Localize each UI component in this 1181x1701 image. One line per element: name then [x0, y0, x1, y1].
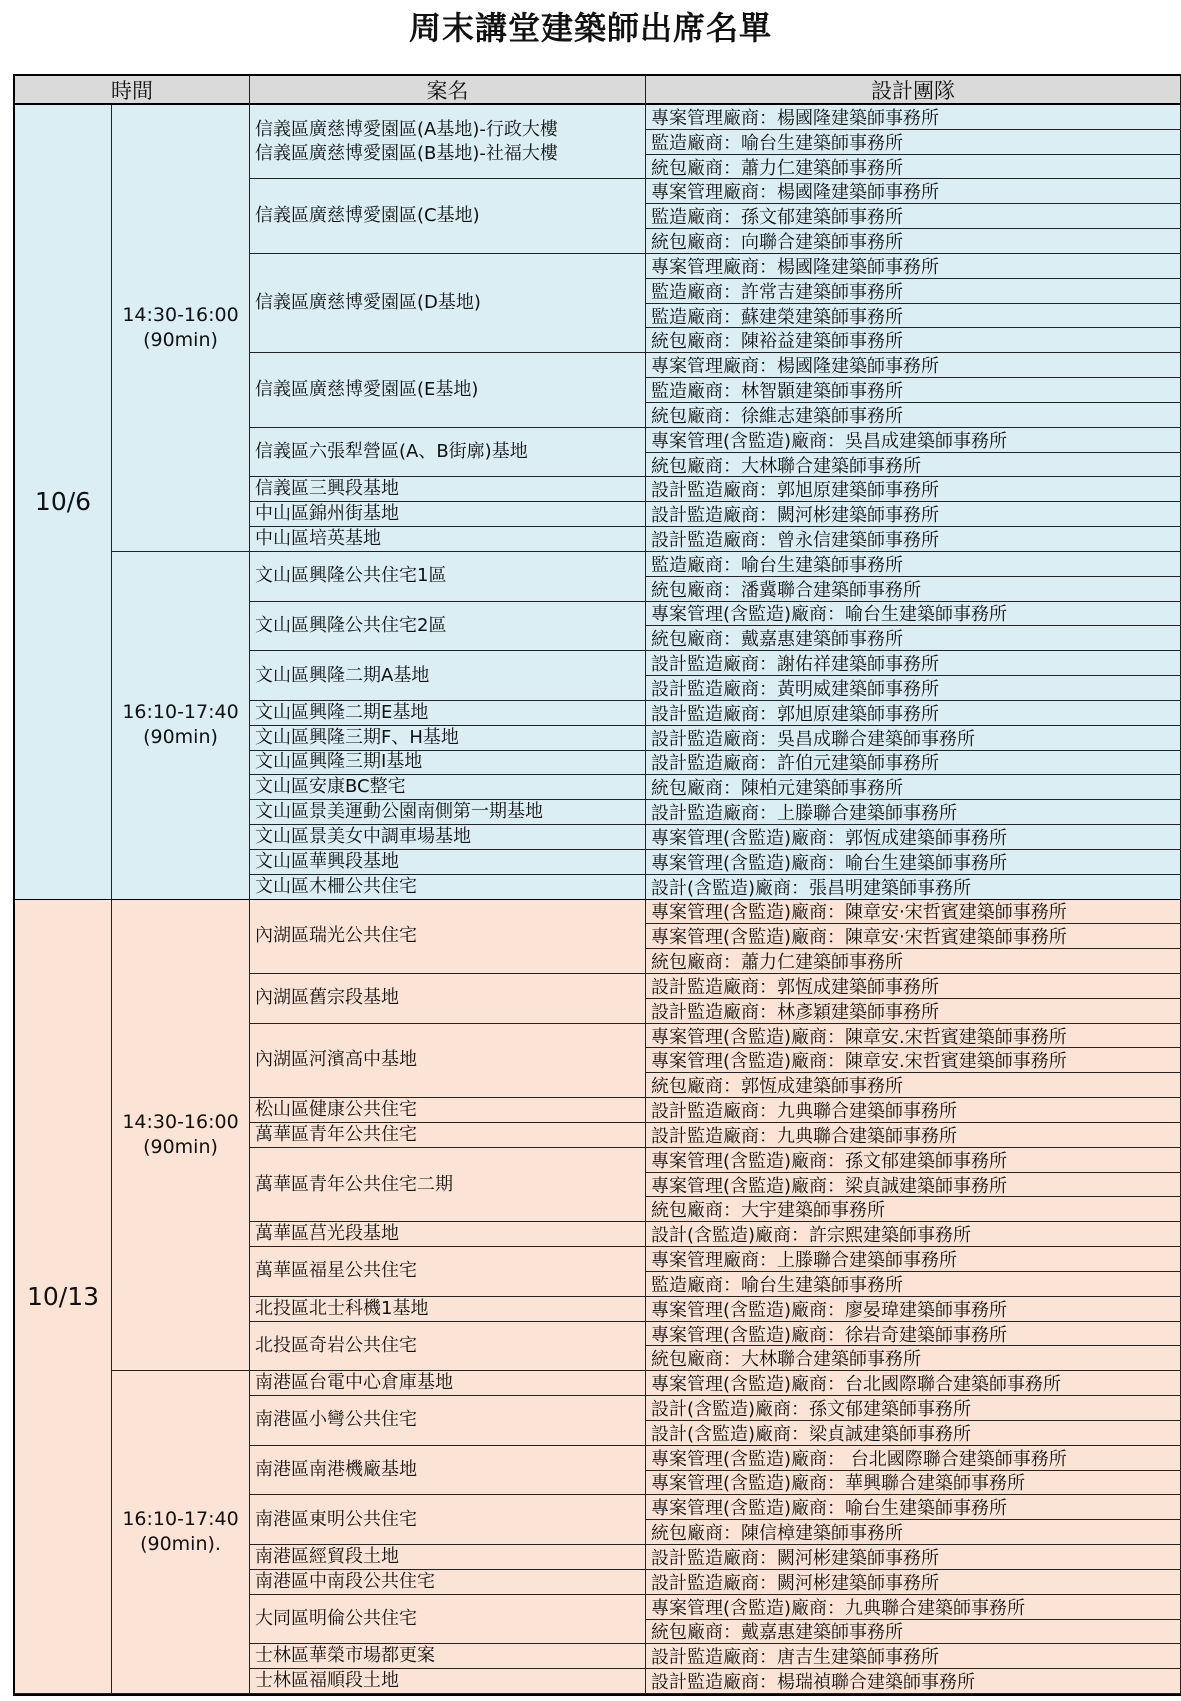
case-name-cell — [250, 527, 646, 552]
case-name-cell — [250, 1322, 646, 1372]
case-name-cell — [250, 1545, 646, 1570]
team-cell — [646, 1595, 1181, 1620]
session-time-cell — [112, 1371, 250, 1694]
case-name-cell — [250, 900, 646, 974]
team-cell — [646, 751, 1181, 776]
case-name: 文山區興隆二期A基地 — [255, 664, 430, 686]
case-name: 信義區廣慈博愛園區(A基地)-行政大樓 — [255, 118, 558, 140]
case-name: 文山區安康BC整宅 — [255, 776, 406, 798]
case-name-cell — [250, 502, 646, 527]
case-name-cell — [250, 1247, 646, 1297]
team-cell — [646, 179, 1181, 204]
team-cell — [646, 1446, 1181, 1471]
team-cell — [646, 850, 1181, 875]
team-cell — [646, 1073, 1181, 1098]
team-cell — [646, 676, 1181, 701]
team-text: 設計監造廠商：上滕聯合建築師事務所 — [651, 803, 957, 825]
team-cell — [646, 1297, 1181, 1322]
case-name-cell — [250, 850, 646, 875]
team-text: 統包廠商：大林聯合建築師事務所 — [651, 455, 921, 477]
case-name: 文山區興隆公共住宅2區 — [255, 614, 447, 636]
team-text: 設計監造廠商：許伯元建築師事務所 — [651, 753, 939, 775]
case-name: 南港區小彎公共住宅 — [255, 1409, 417, 1431]
team-text: 監造廠商：蘇建榮建築師事務所 — [651, 306, 903, 328]
case-name: 信義區六張犁營區(A、B街廓)基地 — [255, 441, 528, 463]
team-cell — [646, 949, 1181, 974]
team-cell — [646, 1048, 1181, 1073]
team-text: 設計(含監造)廠商：張昌明建築師事務所 — [651, 877, 972, 899]
team-text: 設計監造廠商：曾永信建築師事務所 — [651, 530, 939, 551]
team-text: 專案管理(含監造)廠商：陳章安.宋哲賓建築師事務所 — [651, 1026, 1067, 1048]
case-name-cell — [250, 775, 646, 800]
case-name-cell — [250, 477, 646, 502]
case-name: 南港區東明公共住宅 — [255, 1508, 417, 1530]
case-name: 萬華區莒光段基地 — [255, 1223, 399, 1245]
team-cell — [646, 1620, 1181, 1645]
team-cell — [646, 1520, 1181, 1545]
team-cell — [646, 527, 1181, 552]
team-text: 設計監造廠商：林彥穎建築師事務所 — [651, 1001, 939, 1023]
team-cell — [646, 726, 1181, 751]
case-name-cell — [250, 1495, 646, 1545]
session-duration: (90min). — [140, 1533, 221, 1556]
case-name-cell — [250, 1222, 646, 1247]
team-cell — [646, 328, 1181, 353]
team-cell — [646, 1570, 1181, 1595]
case-name: 中山區培英基地 — [255, 528, 381, 549]
case-name: 北投區北士科機1基地 — [255, 1297, 429, 1319]
team-cell — [646, 1495, 1181, 1520]
case-name: 文山區興隆公共住宅1區 — [255, 565, 447, 587]
case-name-cell — [250, 1644, 646, 1669]
case-name-cell — [250, 353, 646, 427]
case-name: 南港區南港機廠基地 — [255, 1459, 417, 1481]
team-text: 專案管理(含監造)廠商：九典聯合建築師事務所 — [651, 1597, 1026, 1619]
case-name: 文山區景美運動公園南側第一期基地 — [255, 801, 543, 823]
case-name: 文山區興隆三期F、H基地 — [255, 726, 459, 748]
session-time-cell — [112, 105, 250, 552]
team-text: 專案管理(含監造)廠商：徐岩奇建築師事務所 — [651, 1324, 1008, 1346]
team-cell — [646, 279, 1181, 304]
team-text: 統包廠商：大林聯合建築師事務所 — [651, 1349, 921, 1371]
team-cell — [646, 477, 1181, 502]
case-name: 士林區華榮市場都更案 — [255, 1645, 435, 1667]
team-text: 監造廠商：孫文郁建築師事務所 — [651, 207, 903, 229]
case-name: 萬華區青年公共住宅二期 — [255, 1173, 453, 1195]
team-cell — [646, 651, 1181, 676]
team-cell — [646, 775, 1181, 800]
page-title: 周末講堂建築師出席名單 — [408, 9, 772, 47]
case-name: 內湖區河濱高中基地 — [255, 1049, 417, 1071]
header-team: 設計團隊 — [646, 76, 1181, 105]
date-label: 10/13 — [26, 1281, 100, 1311]
case-name-cell — [250, 800, 646, 825]
team-text: 專案管理(含監造)廠商：華興聯合建築師事務所 — [651, 1473, 1026, 1495]
team-text: 統包廠商：徐維志建築師事務所 — [651, 405, 903, 427]
session-time: 14:30-16:00 — [122, 303, 239, 326]
case-name-cell — [250, 254, 646, 353]
case-name-cell — [250, 1024, 646, 1098]
team-text: 專案管理廠商：上滕聯合建築師事務所 — [651, 1250, 957, 1272]
case-name-cell — [250, 1595, 646, 1645]
team-text: 專案管理(含監造)廠商：吳昌成建築師事務所 — [651, 430, 1008, 452]
team-text: 專案管理(含監造)廠商：梁貞誠建築師事務所 — [651, 1175, 1008, 1197]
team-cell — [646, 428, 1181, 453]
session-time-cell — [112, 900, 250, 1372]
team-cell — [646, 1396, 1181, 1421]
case-name: 文山區木柵公共住宅 — [255, 875, 417, 897]
team-text: 設計監造廠商：九典聯合建築師事務所 — [651, 1101, 957, 1123]
date-cell — [15, 900, 112, 1695]
team-cell — [646, 1173, 1181, 1198]
case-name: 信義區廣慈博愛園區(D基地) — [255, 292, 481, 314]
team-cell — [646, 875, 1181, 900]
date-cell — [15, 105, 112, 900]
team-cell — [646, 924, 1181, 949]
case-name: 文山區興隆三期I基地 — [255, 751, 423, 773]
team-cell — [646, 1272, 1181, 1297]
team-text: 統包廠商：戴嘉惠建築師事務所 — [651, 1622, 903, 1644]
team-cell — [646, 800, 1181, 825]
team-cell — [646, 403, 1181, 428]
team-text: 設計監造廠商：黃明威建築師事務所 — [651, 678, 939, 700]
case-name-cell — [250, 1148, 646, 1222]
team-text: 專案管理(含監造)廠商：陳章安‧宋哲賓建築師事務所 — [651, 902, 1067, 924]
team-text: 專案管理(含監造)廠商：廖晏瑋建築師事務所 — [651, 1299, 1008, 1321]
case-name: 文山區景美女中調車場基地 — [255, 825, 471, 847]
team-text: 設計監造廠商：郭旭原建築師事務所 — [651, 703, 939, 725]
team-text: 專案管理(含監造)廠商： 台北國際聯合建築師事務所 — [651, 1448, 1067, 1470]
team-text: 統包廠商：郭恆成建築師事務所 — [651, 1076, 903, 1098]
team-text: 專案管理廠商：楊國隆建築師事務所 — [651, 182, 939, 204]
team-text: 專案管理廠商：楊國隆建築師事務所 — [651, 256, 939, 278]
team-text: 設計監造廠商：郭恆成建築師事務所 — [651, 976, 939, 998]
team-text: 設計監造廠商：闕河彬建築師事務所 — [651, 1572, 939, 1594]
team-cell — [646, 602, 1181, 627]
case-name-cell — [250, 701, 646, 726]
case-name: 士林區福順段土地 — [255, 1670, 399, 1692]
case-name-cell — [250, 428, 646, 478]
case-name: 南港區台電中心倉庫基地 — [255, 1372, 453, 1394]
team-cell — [646, 1644, 1181, 1669]
team-text: 專案管理廠商：楊國隆建築師事務所 — [651, 107, 939, 129]
team-text: 監造廠商：林智顥建築師事務所 — [651, 381, 903, 403]
case-name: 信義區三興段基地 — [255, 478, 399, 500]
team-cell — [646, 1148, 1181, 1173]
case-name-cell — [250, 651, 646, 701]
case-name: 萬華區福星公共住宅 — [255, 1260, 417, 1282]
team-cell — [646, 1098, 1181, 1123]
team-text: 設計(含監造)廠商：孫文郁建築師事務所 — [651, 1398, 972, 1420]
case-name: 內湖區舊宗段基地 — [255, 987, 399, 1009]
session-time: 14:30-16:00 — [122, 1110, 239, 1133]
team-text: 統包廠商：潘冀聯合建築師事務所 — [651, 579, 921, 601]
team-text: 專案管理(含監造)廠商：喻台生建築師事務所 — [651, 852, 1008, 874]
team-cell — [646, 1123, 1181, 1148]
team-cell — [646, 999, 1181, 1024]
team-cell — [646, 1545, 1181, 1570]
team-text: 監造廠商：喻台生建築師事務所 — [651, 554, 903, 576]
attendance-table — [13, 74, 1181, 1696]
team-cell — [646, 1669, 1181, 1694]
case-name: 文山區興隆二期E基地 — [255, 701, 429, 723]
header-case: 案名 — [250, 76, 646, 105]
date-label: 10/6 — [34, 487, 92, 517]
team-cell — [646, 1421, 1181, 1446]
team-cell — [646, 1346, 1181, 1371]
team-text: 設計監造廠商：唐吉生建築師事務所 — [651, 1647, 939, 1669]
team-text: 設計監造廠商：楊瑞禎聯合建築師事務所 — [651, 1672, 975, 1694]
team-text: 監造廠商：喻台生建築師事務所 — [651, 132, 903, 154]
case-name-cell — [250, 179, 646, 253]
case-name-cell — [250, 974, 646, 1024]
team-cell — [646, 577, 1181, 602]
case-name: 松山區健康公共住宅 — [255, 1099, 417, 1121]
team-text: 統包廠商：戴嘉惠建築師事務所 — [651, 629, 903, 651]
header-time: 時間 — [15, 76, 250, 105]
team-cell — [646, 304, 1181, 329]
team-cell — [646, 1322, 1181, 1347]
case-name-cell — [250, 1446, 646, 1496]
team-cell — [646, 453, 1181, 478]
case-name-cell — [250, 825, 646, 850]
team-cell — [646, 1222, 1181, 1247]
session-time: 16:10-17:40 — [122, 1508, 239, 1531]
team-cell — [646, 1197, 1181, 1222]
case-name-cell — [250, 602, 646, 652]
team-cell — [646, 1471, 1181, 1496]
case-name-cell — [250, 105, 646, 179]
session-duration: (90min) — [143, 1135, 218, 1158]
case-name: 北投區奇岩公共住宅 — [255, 1334, 417, 1356]
team-text: 專案管理(含監造)廠商：陳章安‧宋哲賓建築師事務所 — [651, 927, 1067, 949]
case-name-cell — [250, 1297, 646, 1322]
team-cell — [646, 1024, 1181, 1049]
team-cell — [646, 552, 1181, 577]
case-name-cell — [250, 1396, 646, 1446]
team-text: 統包廠商：陳裕益建築師事務所 — [651, 331, 903, 353]
team-text: 專案管理(含監造)廠商：孫文郁建築師事務所 — [651, 1150, 1008, 1172]
case-name-cell — [250, 726, 646, 751]
team-cell — [646, 130, 1181, 155]
case-name: 萬華區青年公共住宅 — [255, 1123, 417, 1145]
team-cell — [646, 701, 1181, 726]
team-text: 設計(含監造)廠商：許宗熙建築師事務所 — [651, 1225, 972, 1247]
team-cell — [646, 254, 1181, 279]
team-cell — [646, 825, 1181, 850]
case-name-cell — [250, 751, 646, 776]
team-cell — [646, 974, 1181, 999]
team-text: 監造廠商：喻台生建築師事務所 — [651, 1274, 903, 1296]
team-text: 設計監造廠商：謝佑祥建築師事務所 — [651, 654, 939, 676]
team-text: 專案管理(含監造)廠商：喻台生建築師事務所 — [651, 604, 1008, 626]
case-name-cell — [250, 1371, 646, 1396]
team-text: 設計(含監造)廠商：梁貞誠建築師事務所 — [651, 1423, 972, 1445]
team-text: 設計監造廠商：闕河彬建築師事務所 — [651, 505, 939, 527]
case-name-cell — [250, 875, 646, 900]
team-cell — [646, 1247, 1181, 1272]
team-text: 設計監造廠商：九典聯合建築師事務所 — [651, 1125, 957, 1147]
team-text: 設計監造廠商：吳昌成聯合建築師事務所 — [651, 728, 975, 750]
team-cell — [646, 900, 1181, 925]
team-text: 專案管理(含監造)廠商：喻台生建築師事務所 — [651, 1498, 1008, 1520]
case-name: 大同區明倫公共住宅 — [255, 1608, 417, 1630]
case-name: 南港區中南段公共住宅 — [255, 1570, 435, 1592]
case-name: 文山區華興段基地 — [255, 850, 399, 872]
team-text: 統包廠商：陳柏元建築師事務所 — [651, 778, 903, 800]
team-cell — [646, 1371, 1181, 1396]
team-cell — [646, 502, 1181, 527]
case-name-cell — [250, 552, 646, 602]
case-name: 信義區廣慈博愛園區(C基地) — [255, 205, 480, 227]
team-text: 統包廠商：陳信樟建築師事務所 — [651, 1523, 903, 1545]
team-cell — [646, 229, 1181, 254]
team-cell — [646, 353, 1181, 378]
team-text: 設計監造廠商：郭旭原建築師事務所 — [651, 480, 939, 502]
session-duration: (90min) — [143, 726, 218, 749]
team-cell — [646, 105, 1181, 130]
case-name-cell — [250, 1123, 646, 1148]
team-cell — [646, 155, 1181, 180]
case-name-cell — [250, 1570, 646, 1595]
case-name: 中山區錦州街基地 — [255, 503, 399, 525]
team-text: 統包廠商：蕭力仁建築師事務所 — [651, 952, 903, 974]
team-cell — [646, 626, 1181, 651]
team-text: 專案管理(含監造)廠商：郭恆成建築師事務所 — [651, 827, 1008, 849]
team-text: 統包廠商：向聯合建築師事務所 — [651, 232, 903, 254]
case-name: 信義區廣慈博愛園區(B基地)-社福大樓 — [255, 142, 558, 164]
case-name: 信義區廣慈博愛園區(E基地) — [255, 379, 479, 401]
team-text: 監造廠商：許常吉建築師事務所 — [651, 281, 903, 303]
team-text: 設計監造廠商：闕河彬建築師事務所 — [651, 1547, 939, 1569]
team-text: 統包廠商：蕭力仁建築師事務所 — [651, 157, 903, 179]
session-time-cell — [112, 552, 250, 900]
team-text: 專案管理廠商：楊國隆建築師事務所 — [651, 356, 939, 378]
session-time: 16:10-17:40 — [122, 701, 239, 724]
case-name-cell — [250, 1098, 646, 1123]
session-duration: (90min) — [143, 328, 218, 351]
case-name: 南港區經貿段土地 — [255, 1545, 399, 1567]
case-name-cell — [250, 1669, 646, 1694]
team-text: 專案管理(含監造)廠商：陳章安.宋哲賓建築師事務所 — [651, 1051, 1067, 1073]
team-text: 統包廠商：大宇建築師事務所 — [651, 1200, 885, 1222]
team-cell — [646, 378, 1181, 403]
team-text: 專案管理(含監造)廠商：台北國際聯合建築師事務所 — [651, 1374, 1062, 1396]
case-name: 內湖區瑞光公共住宅 — [255, 925, 417, 947]
team-cell — [646, 204, 1181, 229]
